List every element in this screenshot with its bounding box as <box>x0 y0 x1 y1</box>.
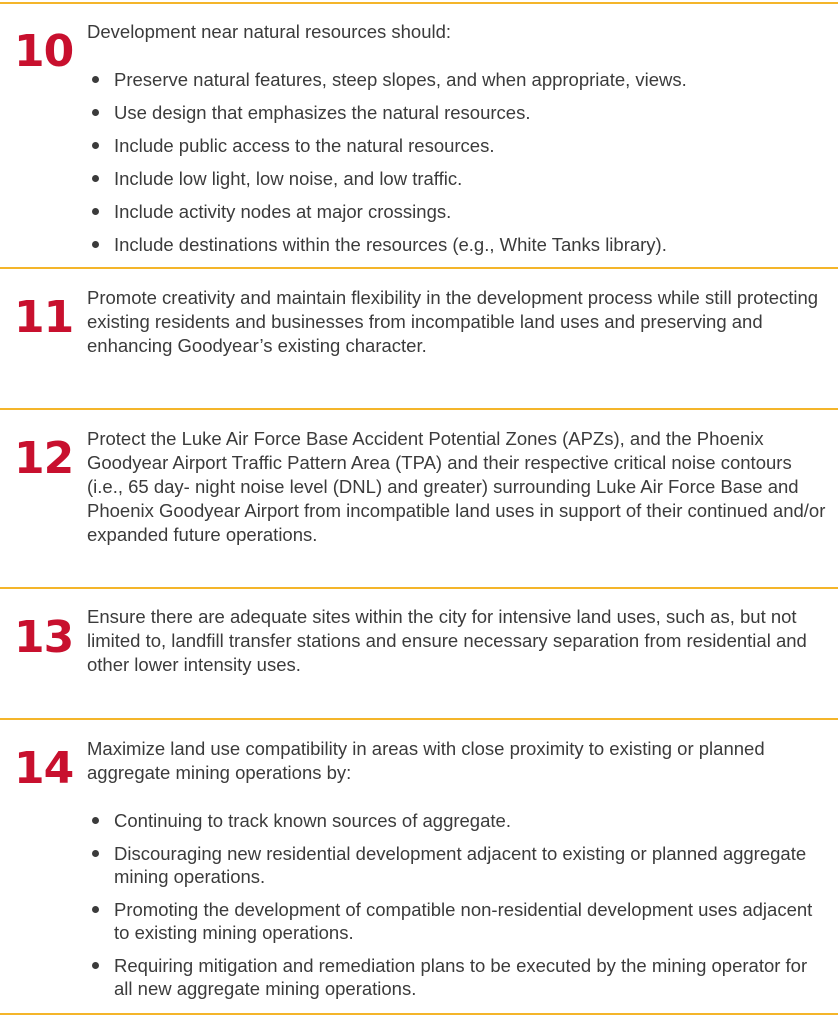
policy-bullet-list <box>87 68 822 256</box>
bullet-item: Include public access to the natural resources. <box>87 134 822 157</box>
divider-rule <box>0 267 838 269</box>
divider-rule <box>0 2 838 4</box>
bullet-item: Use design that emphasizes the natural resources. <box>87 101 822 124</box>
bullet-item: Include low light, low noise, and low traffic. <box>87 167 822 190</box>
bullet-item: Include activity nodes at major crossings. <box>87 200 822 223</box>
policy-text: Maximize land use compatibility in areas with close proximity to existing or planned aggregate mining operations by: <box>87 738 765 783</box>
divider-rule <box>0 718 838 720</box>
bullet-item: Requiring mitigation and remediation plans to be executed by the mining operator for all new aggregate mining operations. <box>87 954 822 1000</box>
policy-number: 10 <box>14 26 74 77</box>
policy-number: 14 <box>14 743 74 794</box>
policy-number: 12 <box>14 433 74 484</box>
policy-text: Development near natural resources should: <box>87 21 452 42</box>
policy-number: 13 <box>14 612 74 663</box>
bullet-item: Preserve natural features, steep slopes, and when appropriate, views. <box>87 68 822 91</box>
divider-rule <box>0 1013 838 1015</box>
bullet-item: Promoting the development of compatible non-residential development uses adjacent to existing mining operations. <box>87 898 822 944</box>
bullet-item: Discouraging new residential development adjacent to existing or planned aggregate mining operations. <box>87 842 822 888</box>
divider-rule <box>0 408 838 410</box>
policy-text: Protect the Luke Air Force Base Accident Potential Zones (APZs), and the Phoenix Goodyear Airport Traffic Pattern Area (TPA) and their respective critical noise contours (i.e., 65 day- night noise level (DNL) and greater) surrounding Luke Air Force Base and Phoenix Goodyear Airport from incompatible land uses in support of their continued and/or expanded future operations. <box>87 428 826 545</box>
bullet-item: Include destinations within the resources (e.g., White Tanks library). <box>87 233 822 256</box>
policy-bullet-list <box>87 809 822 1000</box>
policy-text: Ensure there are adequate sites within the city for intensive land uses, such as, but not limited to, landfill transfer stations and ensure necessary separation from residential and other lower intensity uses. <box>87 606 807 675</box>
policy-text: Promote creativity and maintain flexibility in the development process while still protecting existing residents and businesses from incompatible land uses and preserving and enhancing Goodyear’s existing character. <box>87 287 819 356</box>
divider-rule <box>0 587 838 589</box>
policy-number: 11 <box>14 292 74 343</box>
bullet-item: Continuing to track known sources of aggregate. <box>87 809 822 832</box>
